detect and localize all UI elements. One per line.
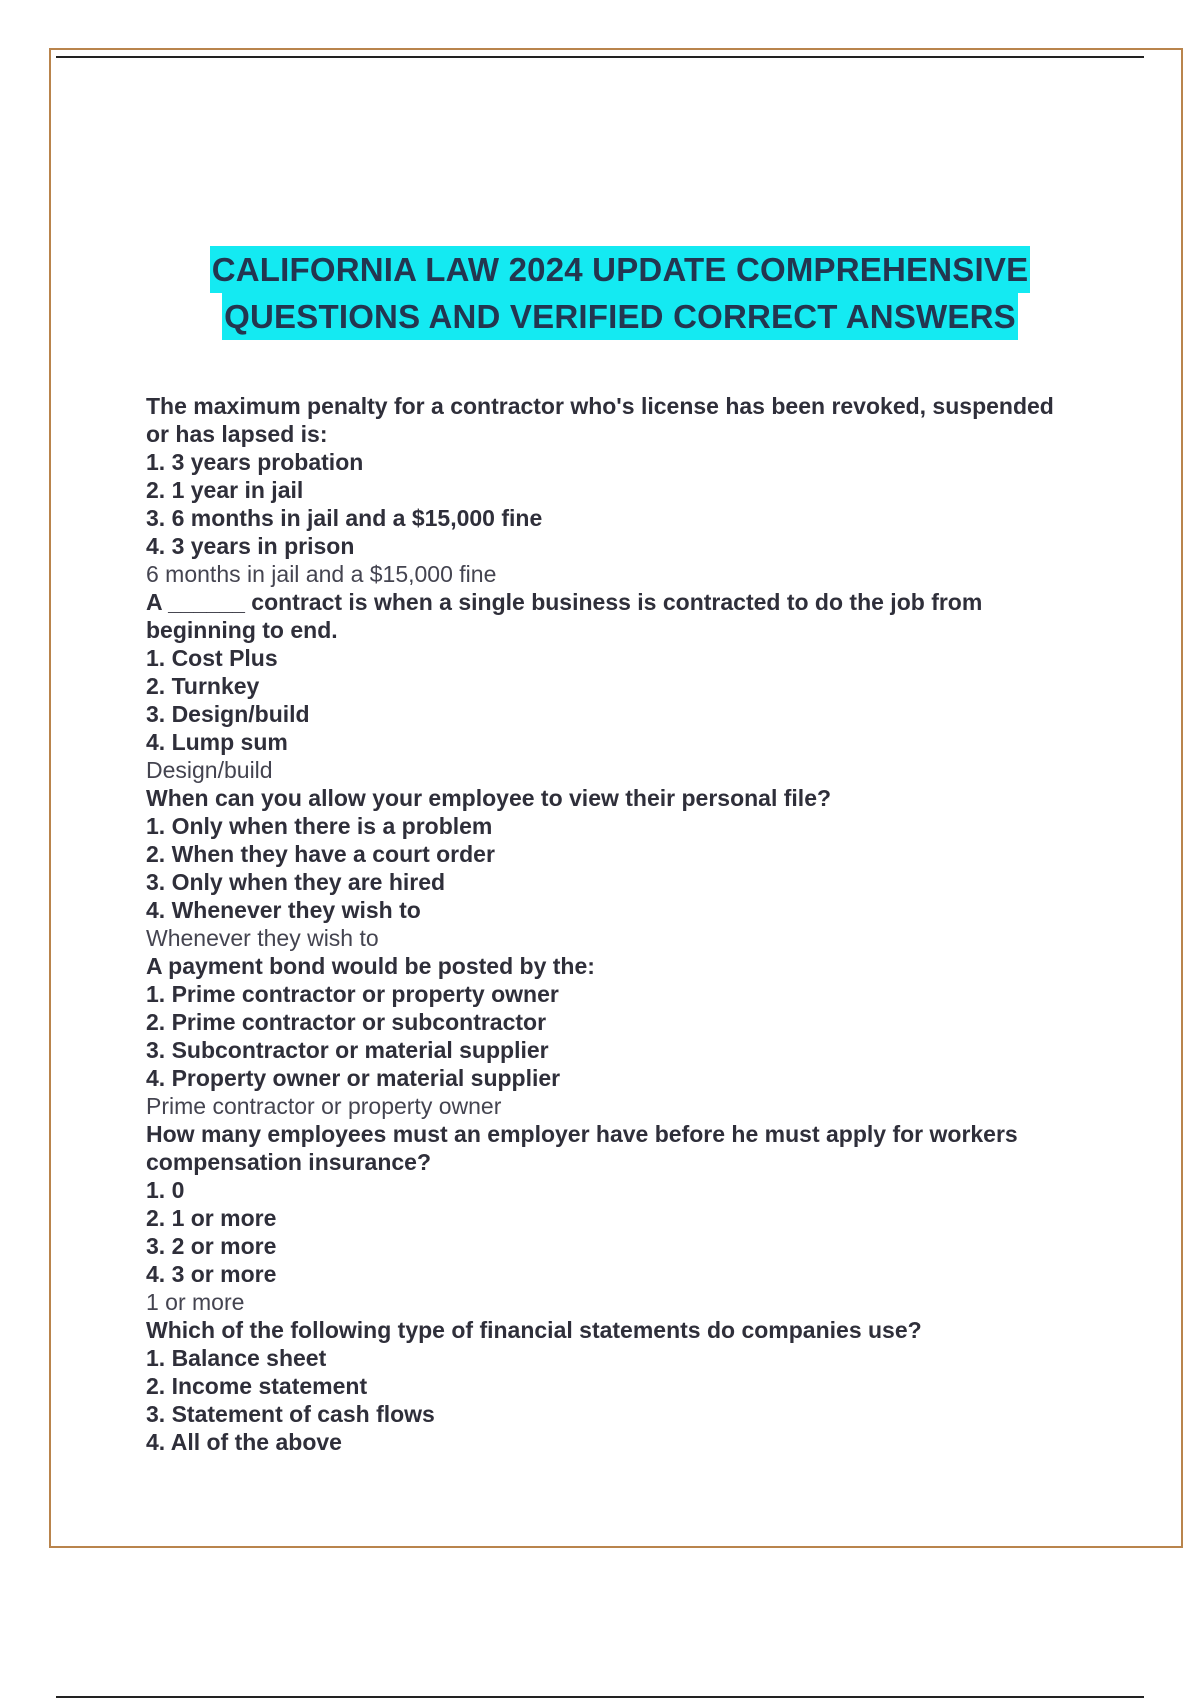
question-block bbox=[146, 392, 1076, 588]
question-block bbox=[146, 1120, 1076, 1316]
answer-option: 2. Income statement bbox=[146, 1373, 368, 1399]
answer-option: 2. 1 or more bbox=[146, 1205, 277, 1231]
correct-answer: 1 or more bbox=[146, 1289, 245, 1315]
question-text: A payment bond would be posted by the: bbox=[146, 953, 595, 979]
answer-option: 1. Balance sheet bbox=[146, 1345, 327, 1371]
question-text: How many employees must an employer have before he must apply for workers compensation insurance? bbox=[146, 1121, 1018, 1175]
answer-option: 3. 2 or more bbox=[146, 1233, 277, 1259]
answer-option: 4. Whenever they wish to bbox=[146, 897, 421, 923]
question-block bbox=[146, 1316, 1076, 1456]
answer-option: 2. When they have a court order bbox=[146, 841, 495, 867]
document-title bbox=[0, 246, 1200, 340]
question-text: The maximum penalty for a contractor who's license has been revoked, suspended or has lapsed is: bbox=[146, 393, 1054, 447]
question-block bbox=[146, 784, 1076, 952]
answer-option: 1. Prime contractor or property owner bbox=[146, 981, 559, 1007]
answer-option: 3. Design/build bbox=[146, 701, 310, 727]
correct-answer: Design/build bbox=[146, 757, 273, 783]
answer-option: 1. Cost Plus bbox=[146, 645, 278, 671]
question-text: A ______ contract is when a single business is contracted to do the job from beginning to end. bbox=[146, 589, 983, 643]
answer-option: 4. Lump sum bbox=[146, 729, 288, 755]
question-block bbox=[146, 952, 1076, 1120]
title-line-2: QUESTIONS AND VERIFIED CORRECT ANSWERS bbox=[222, 293, 1018, 340]
answer-option: 2. Prime contractor or subcontractor bbox=[146, 1009, 547, 1035]
answer-option: 4. 3 or more bbox=[146, 1261, 277, 1287]
answer-option: 1. 0 bbox=[146, 1177, 185, 1203]
correct-answer: Whenever they wish to bbox=[146, 925, 379, 951]
answer-option: 4. Property owner or material supplier bbox=[146, 1065, 561, 1091]
answer-option: 4. All of the above bbox=[146, 1429, 342, 1455]
answer-option: 3. Statement of cash flows bbox=[146, 1401, 435, 1427]
correct-answer: Prime contractor or property owner bbox=[146, 1093, 502, 1119]
answer-option: 3. Subcontractor or material supplier bbox=[146, 1037, 549, 1063]
title-line-1: CALIFORNIA LAW 2024 UPDATE COMPREHENSIVE bbox=[210, 246, 1031, 293]
answer-option: 4. 3 years in prison bbox=[146, 533, 355, 559]
answer-option: 1. Only when there is a problem bbox=[146, 813, 493, 839]
answer-option: 2. 1 year in jail bbox=[146, 477, 304, 503]
question-text: Which of the following type of financial statements do companies use? bbox=[146, 1317, 922, 1343]
question-list bbox=[146, 392, 1076, 1456]
bottom-rule bbox=[56, 1696, 1144, 1698]
correct-answer: 6 months in jail and a $15,000 fine bbox=[146, 561, 497, 587]
answer-option: 3. 6 months in jail and a $15,000 fine bbox=[146, 505, 543, 531]
question-block bbox=[146, 588, 1076, 784]
answer-option: 1. 3 years probation bbox=[146, 449, 364, 475]
answer-option: 3. Only when they are hired bbox=[146, 869, 446, 895]
question-text: When can you allow your employee to view their personal file? bbox=[146, 785, 832, 811]
answer-option: 2. Turnkey bbox=[146, 673, 260, 699]
